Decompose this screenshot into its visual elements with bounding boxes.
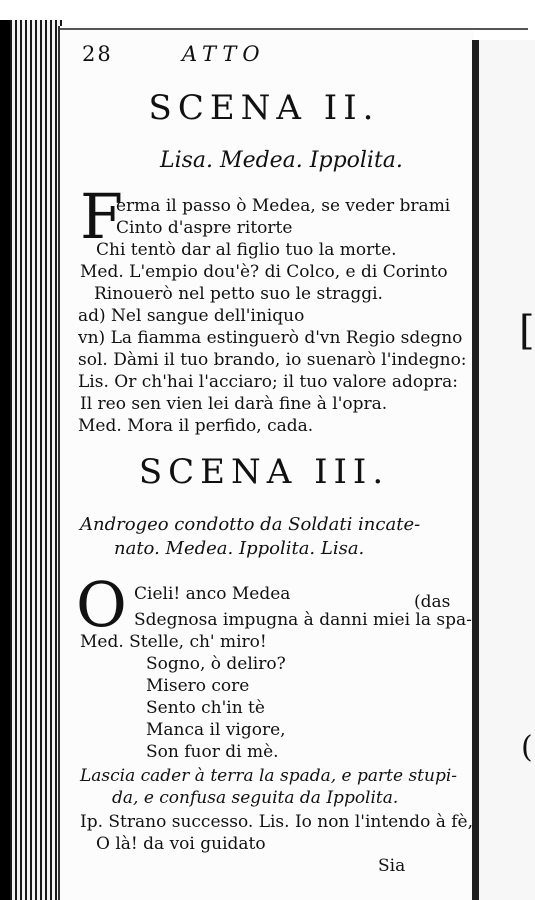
scene-2-heading: SCENA II. [148,88,380,128]
verse-line: Il reo sen vien lei darà fine à l'opra. [80,394,388,414]
facing-page-bracket-glyph: [ [519,308,535,354]
verse-line: Rinouerò nel petto suo le straggi. [94,284,383,304]
verse-line: Med. L'empio dou'è? di Colco, e di Corinto [80,262,448,282]
scene-2-personae: Lisa. Medea. Ippolita. [160,148,403,173]
verse-line: Sogno, ò deliro? [146,654,286,674]
verse-line: Misero core [146,676,250,696]
verse-line: erma il passo ò Medea, se veder brami [116,196,451,216]
verse-line: Sento ch'in tè [146,698,265,718]
scene-3-personae-line: nato. Medea. Ippolita. Lisa. [114,538,365,559]
verse-line: Med. Stelle, ch' miro! [80,632,267,652]
verse-line: Cieli! anco Medea [134,584,291,604]
running-head-title: ATTO [182,42,266,66]
verse-line: ad) Nel sangue dell'iniquo [78,306,305,326]
verse-line: Ip. Strano successo. Lis. Io non l'intendo à fè, [80,812,474,832]
scene-3-personae-line: Androgeo condotto da Soldati incate- [80,514,421,535]
verse-line: Lis. Or ch'hai l'acciaro; il tuo valore adopra: [78,372,458,392]
scene-2-dropcap: F [80,180,124,253]
stage-direction-line: da, e confusa seguita da Ippolita. [112,788,399,808]
verse-line: Manca il vigore, [146,720,286,740]
verse-line: vn) La fiamma estinguerò d'vn Regio sdegno [78,328,463,348]
page-top-edge [60,28,528,40]
verse-line: O là! da voi guidato [96,834,266,854]
page-number: 28 [82,42,113,66]
scene-3-dropcap: O [76,568,127,641]
facing-page-bracket-glyph-lower: ( [521,730,533,765]
verse-line: Med. Mora il perfido, cada. [78,416,314,436]
stage-direction-line: Lascia cader à terra la spada, e parte stupi- [80,766,458,786]
verse-line: Son fuor di mè. [146,742,279,762]
verse-line-turnover: (das [414,592,451,612]
scene-3-heading: SCENA III. [138,452,390,492]
verse-line: sol. Dàmi il tuo brando, io suenarò l'indegno: [78,350,467,370]
verse-line: Cinto d'aspre ritorte [116,218,293,238]
verse-line: Chi tentò dar al figlio tuo la morte. [96,240,397,260]
verse-line: Sdegnosa impugna à danni miei la spa- [134,610,472,630]
catchword: Sia [378,856,406,876]
